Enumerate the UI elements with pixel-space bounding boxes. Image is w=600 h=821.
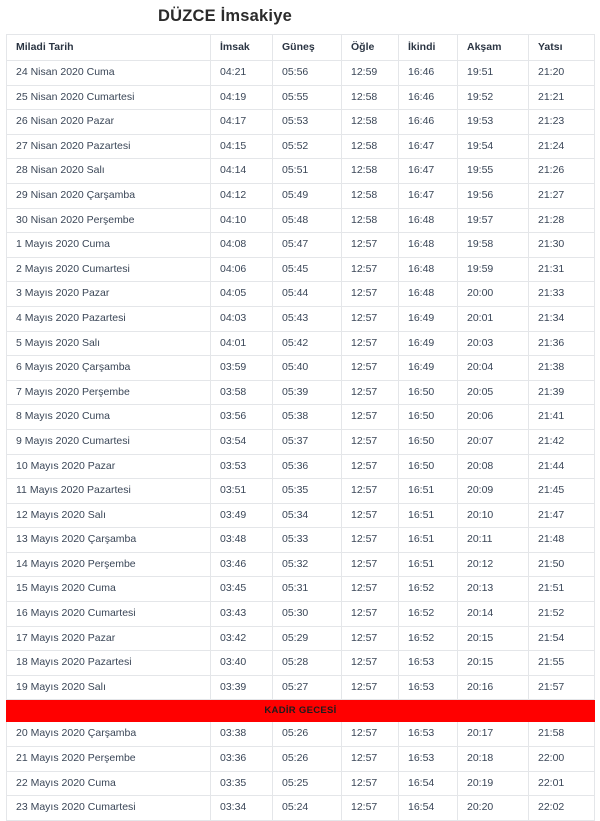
cell-ikindi: 16:48 (399, 257, 458, 282)
cell-yatsi: 21:39 (529, 380, 595, 405)
cell-imsak: 04:21 (211, 61, 273, 86)
cell-ikindi: 16:50 (399, 429, 458, 454)
cell-ikindi: 16:52 (399, 602, 458, 627)
cell-imsak: 03:46 (211, 552, 273, 577)
cell-ikindi: 16:50 (399, 405, 458, 430)
cell-date: 19 Mayıs 2020 Salı (7, 675, 211, 700)
cell-aksam: 20:06 (458, 405, 529, 430)
cell-date: 7 Mayıs 2020 Perşembe (7, 380, 211, 405)
table-row (7, 282, 595, 307)
cell-ikindi: 16:52 (399, 626, 458, 651)
cell-imsak: 04:19 (211, 85, 273, 110)
cell-ikindi: 16:53 (399, 675, 458, 700)
cell-yatsi: 22:02 (529, 796, 595, 821)
cell-gunes: 05:37 (273, 429, 342, 454)
cell-gunes: 05:38 (273, 405, 342, 430)
cell-aksam: 19:58 (458, 233, 529, 258)
cell-ogle: 12:57 (342, 257, 399, 282)
cell-yatsi: 21:44 (529, 454, 595, 479)
cell-yatsi: 21:30 (529, 233, 595, 258)
cell-imsak: 03:51 (211, 479, 273, 504)
cell-gunes: 05:40 (273, 356, 342, 381)
cell-ogle: 12:57 (342, 552, 399, 577)
cell-date: 29 Nisan 2020 Çarşamba (7, 183, 211, 208)
cell-imsak: 04:14 (211, 159, 273, 184)
cell-ogle: 12:58 (342, 134, 399, 159)
cell-ogle: 12:57 (342, 454, 399, 479)
cell-yatsi: 21:58 (529, 722, 595, 747)
cell-imsak: 03:40 (211, 651, 273, 676)
cell-ogle: 12:57 (342, 771, 399, 796)
cell-ogle: 12:57 (342, 528, 399, 553)
cell-date: 15 Mayıs 2020 Cuma (7, 577, 211, 602)
cell-yatsi: 21:23 (529, 110, 595, 135)
cell-gunes: 05:36 (273, 454, 342, 479)
cell-gunes: 05:32 (273, 552, 342, 577)
table-row (7, 796, 595, 821)
cell-date: 30 Nisan 2020 Perşembe (7, 208, 211, 233)
cell-gunes: 05:55 (273, 85, 342, 110)
cell-yatsi: 21:31 (529, 257, 595, 282)
cell-ogle: 12:58 (342, 85, 399, 110)
cell-date: 4 Mayıs 2020 Pazartesi (7, 306, 211, 331)
cell-imsak: 04:01 (211, 331, 273, 356)
cell-ogle: 12:57 (342, 722, 399, 747)
cell-ikindi: 16:48 (399, 233, 458, 258)
cell-imsak: 03:48 (211, 528, 273, 553)
table-row (7, 429, 595, 454)
table-row (7, 61, 595, 86)
cell-ikindi: 16:53 (399, 722, 458, 747)
cell-date: 27 Nisan 2020 Pazartesi (7, 134, 211, 159)
cell-gunes: 05:25 (273, 771, 342, 796)
header-row (7, 35, 595, 61)
column-header-ikindi: İkindi (399, 35, 458, 61)
column-header-ogle: Öğle (342, 35, 399, 61)
cell-imsak: 03:42 (211, 626, 273, 651)
cell-gunes: 05:52 (273, 134, 342, 159)
cell-yatsi: 21:42 (529, 429, 595, 454)
table-row (7, 577, 595, 602)
cell-ikindi: 16:46 (399, 85, 458, 110)
table-row (7, 479, 595, 504)
cell-ogle: 12:57 (342, 675, 399, 700)
cell-imsak: 03:53 (211, 454, 273, 479)
cell-date: 1 Mayıs 2020 Cuma (7, 233, 211, 258)
cell-date: 14 Mayıs 2020 Perşembe (7, 552, 211, 577)
cell-ogle: 12:57 (342, 577, 399, 602)
cell-imsak: 03:49 (211, 503, 273, 528)
cell-imsak: 04:15 (211, 134, 273, 159)
cell-date: 11 Mayıs 2020 Pazartesi (7, 479, 211, 504)
cell-aksam: 19:55 (458, 159, 529, 184)
special-night-row (7, 700, 595, 722)
cell-ikindi: 16:49 (399, 331, 458, 356)
cell-date: 3 Mayıs 2020 Pazar (7, 282, 211, 307)
cell-imsak: 03:35 (211, 771, 273, 796)
cell-ogle: 12:58 (342, 183, 399, 208)
cell-ogle: 12:57 (342, 503, 399, 528)
cell-gunes: 05:48 (273, 208, 342, 233)
cell-imsak: 03:58 (211, 380, 273, 405)
table-row (7, 722, 595, 747)
cell-aksam: 20:04 (458, 356, 529, 381)
table-row (7, 159, 595, 184)
cell-yatsi: 21:52 (529, 602, 595, 627)
cell-yatsi: 21:55 (529, 651, 595, 676)
cell-gunes: 05:53 (273, 110, 342, 135)
column-header-date: Miladi Tarih (7, 35, 211, 61)
cell-date: 21 Mayıs 2020 Perşembe (7, 747, 211, 772)
cell-yatsi: 21:51 (529, 577, 595, 602)
cell-gunes: 05:56 (273, 61, 342, 86)
cell-yatsi: 21:28 (529, 208, 595, 233)
table-row (7, 306, 595, 331)
cell-gunes: 05:42 (273, 331, 342, 356)
cell-date: 20 Mayıs 2020 Çarşamba (7, 722, 211, 747)
cell-date: 13 Mayıs 2020 Çarşamba (7, 528, 211, 553)
table-row (7, 257, 595, 282)
cell-yatsi: 21:34 (529, 306, 595, 331)
cell-ikindi: 16:51 (399, 503, 458, 528)
cell-ogle: 12:57 (342, 380, 399, 405)
cell-aksam: 20:03 (458, 331, 529, 356)
cell-yatsi: 21:38 (529, 356, 595, 381)
cell-ikindi: 16:48 (399, 208, 458, 233)
cell-aksam: 20:01 (458, 306, 529, 331)
cell-ikindi: 16:51 (399, 528, 458, 553)
cell-gunes: 05:34 (273, 503, 342, 528)
cell-yatsi: 21:50 (529, 552, 595, 577)
cell-ikindi: 16:53 (399, 747, 458, 772)
cell-gunes: 05:49 (273, 183, 342, 208)
cell-yatsi: 21:54 (529, 626, 595, 651)
cell-yatsi: 21:57 (529, 675, 595, 700)
cell-imsak: 04:08 (211, 233, 273, 258)
cell-ikindi: 16:50 (399, 380, 458, 405)
cell-ogle: 12:58 (342, 110, 399, 135)
table-row (7, 85, 595, 110)
cell-aksam: 19:53 (458, 110, 529, 135)
cell-date: 16 Mayıs 2020 Cumartesi (7, 602, 211, 627)
table-row (7, 503, 595, 528)
cell-date: 17 Mayıs 2020 Pazar (7, 626, 211, 651)
cell-gunes: 05:30 (273, 602, 342, 627)
cell-ogle: 12:57 (342, 651, 399, 676)
cell-yatsi: 21:26 (529, 159, 595, 184)
cell-gunes: 05:47 (273, 233, 342, 258)
cell-aksam: 19:56 (458, 183, 529, 208)
cell-ikindi: 16:50 (399, 454, 458, 479)
column-header-gunes: Güneş (273, 35, 342, 61)
cell-gunes: 05:26 (273, 722, 342, 747)
column-header-yatsi: Yatsı (529, 35, 595, 61)
table-container (0, 34, 600, 821)
cell-ogle: 12:57 (342, 306, 399, 331)
cell-ikindi: 16:46 (399, 110, 458, 135)
cell-ogle: 12:57 (342, 405, 399, 430)
cell-aksam: 20:05 (458, 380, 529, 405)
cell-imsak: 03:38 (211, 722, 273, 747)
table-row (7, 134, 595, 159)
cell-aksam: 19:59 (458, 257, 529, 282)
cell-yatsi: 21:24 (529, 134, 595, 159)
cell-ikindi: 16:49 (399, 356, 458, 381)
cell-ikindi: 16:54 (399, 796, 458, 821)
cell-aksam: 20:18 (458, 747, 529, 772)
table-row (7, 233, 595, 258)
table-row (7, 380, 595, 405)
cell-ikindi: 16:47 (399, 134, 458, 159)
cell-date: 23 Mayıs 2020 Cumartesi (7, 796, 211, 821)
table-row (7, 602, 595, 627)
cell-aksam: 20:15 (458, 651, 529, 676)
cell-date: 26 Nisan 2020 Pazar (7, 110, 211, 135)
cell-gunes: 05:27 (273, 675, 342, 700)
cell-ogle: 12:57 (342, 602, 399, 627)
cell-ogle: 12:57 (342, 747, 399, 772)
page-title: DÜZCE İmsakiye (158, 7, 292, 25)
cell-ikindi: 16:48 (399, 282, 458, 307)
cell-ogle: 12:57 (342, 233, 399, 258)
cell-imsak: 04:12 (211, 183, 273, 208)
cell-yatsi: 21:36 (529, 331, 595, 356)
cell-imsak: 04:05 (211, 282, 273, 307)
cell-yatsi: 21:45 (529, 479, 595, 504)
cell-date: 25 Nisan 2020 Cumartesi (7, 85, 211, 110)
cell-gunes: 05:33 (273, 528, 342, 553)
cell-aksam: 19:57 (458, 208, 529, 233)
cell-yatsi: 21:21 (529, 85, 595, 110)
cell-ikindi: 16:52 (399, 577, 458, 602)
cell-ikindi: 16:46 (399, 61, 458, 86)
table-row (7, 552, 595, 577)
cell-imsak: 03:59 (211, 356, 273, 381)
cell-aksam: 20:12 (458, 552, 529, 577)
cell-aksam: 20:10 (458, 503, 529, 528)
cell-imsak: 03:45 (211, 577, 273, 602)
cell-aksam: 20:14 (458, 602, 529, 627)
table-row (7, 675, 595, 700)
table-row (7, 626, 595, 651)
cell-date: 28 Nisan 2020 Salı (7, 159, 211, 184)
cell-ikindi: 16:51 (399, 552, 458, 577)
cell-ikindi: 16:51 (399, 479, 458, 504)
cell-imsak: 03:36 (211, 747, 273, 772)
cell-imsak: 03:34 (211, 796, 273, 821)
cell-date: 24 Nisan 2020 Cuma (7, 61, 211, 86)
cell-gunes: 05:26 (273, 747, 342, 772)
cell-ogle: 12:58 (342, 159, 399, 184)
table-body (7, 61, 595, 821)
cell-gunes: 05:31 (273, 577, 342, 602)
cell-yatsi: 22:01 (529, 771, 595, 796)
cell-gunes: 05:24 (273, 796, 342, 821)
cell-imsak: 03:54 (211, 429, 273, 454)
cell-ogle: 12:57 (342, 429, 399, 454)
cell-ogle: 12:58 (342, 208, 399, 233)
table-header (7, 35, 595, 61)
cell-imsak: 04:10 (211, 208, 273, 233)
cell-gunes: 05:28 (273, 651, 342, 676)
cell-aksam: 19:51 (458, 61, 529, 86)
cell-date: 22 Mayıs 2020 Cuma (7, 771, 211, 796)
cell-gunes: 05:44 (273, 282, 342, 307)
cell-yatsi: 21:20 (529, 61, 595, 86)
column-header-imsak: İmsak (211, 35, 273, 61)
cell-ogle: 12:57 (342, 331, 399, 356)
cell-yatsi: 21:27 (529, 183, 595, 208)
cell-ogle: 12:57 (342, 479, 399, 504)
table-row (7, 771, 595, 796)
cell-ogle: 12:59 (342, 61, 399, 86)
cell-date: 5 Mayıs 2020 Salı (7, 331, 211, 356)
cell-date: 6 Mayıs 2020 Çarşamba (7, 356, 211, 381)
cell-date: 18 Mayıs 2020 Pazartesi (7, 651, 211, 676)
cell-date: 9 Mayıs 2020 Cumartesi (7, 429, 211, 454)
cell-yatsi: 21:47 (529, 503, 595, 528)
table-row (7, 183, 595, 208)
cell-gunes: 05:39 (273, 380, 342, 405)
table-row (7, 528, 595, 553)
cell-imsak: 04:17 (211, 110, 273, 135)
cell-aksam: 20:17 (458, 722, 529, 747)
cell-aksam: 19:54 (458, 134, 529, 159)
cell-gunes: 05:35 (273, 479, 342, 504)
cell-imsak: 03:39 (211, 675, 273, 700)
special-night-label: KADİR GECESİ (7, 700, 595, 722)
cell-date: 10 Mayıs 2020 Pazar (7, 454, 211, 479)
cell-ikindi: 16:47 (399, 183, 458, 208)
cell-yatsi: 21:48 (529, 528, 595, 553)
cell-yatsi: 21:33 (529, 282, 595, 307)
cell-aksam: 20:09 (458, 479, 529, 504)
cell-aksam: 20:07 (458, 429, 529, 454)
table-row (7, 110, 595, 135)
cell-date: 2 Mayıs 2020 Cumartesi (7, 257, 211, 282)
table-row (7, 208, 595, 233)
cell-ogle: 12:57 (342, 356, 399, 381)
cell-ikindi: 16:53 (399, 651, 458, 676)
cell-ikindi: 16:54 (399, 771, 458, 796)
cell-imsak: 03:43 (211, 602, 273, 627)
cell-ogle: 12:57 (342, 282, 399, 307)
cell-imsak: 04:06 (211, 257, 273, 282)
cell-aksam: 20:08 (458, 454, 529, 479)
table-row (7, 356, 595, 381)
cell-gunes: 05:51 (273, 159, 342, 184)
cell-imsak: 03:56 (211, 405, 273, 430)
table-row (7, 454, 595, 479)
cell-aksam: 20:00 (458, 282, 529, 307)
cell-ikindi: 16:49 (399, 306, 458, 331)
table-row (7, 331, 595, 356)
cell-imsak: 04:03 (211, 306, 273, 331)
cell-gunes: 05:45 (273, 257, 342, 282)
table-row (7, 405, 595, 430)
cell-aksam: 20:20 (458, 796, 529, 821)
cell-aksam: 20:15 (458, 626, 529, 651)
cell-aksam: 20:16 (458, 675, 529, 700)
cell-ogle: 12:57 (342, 626, 399, 651)
table-row (7, 747, 595, 772)
cell-gunes: 05:29 (273, 626, 342, 651)
cell-date: 12 Mayıs 2020 Salı (7, 503, 211, 528)
table-row (7, 651, 595, 676)
cell-yatsi: 21:41 (529, 405, 595, 430)
column-header-aksam: Akşam (458, 35, 529, 61)
prayer-times-table (6, 34, 595, 821)
cell-aksam: 20:11 (458, 528, 529, 553)
cell-aksam: 20:19 (458, 771, 529, 796)
cell-yatsi: 22:00 (529, 747, 595, 772)
cell-ogle: 12:57 (342, 796, 399, 821)
cell-date: 8 Mayıs 2020 Cuma (7, 405, 211, 430)
cell-aksam: 20:13 (458, 577, 529, 602)
cell-ikindi: 16:47 (399, 159, 458, 184)
cell-aksam: 19:52 (458, 85, 529, 110)
cell-gunes: 05:43 (273, 306, 342, 331)
